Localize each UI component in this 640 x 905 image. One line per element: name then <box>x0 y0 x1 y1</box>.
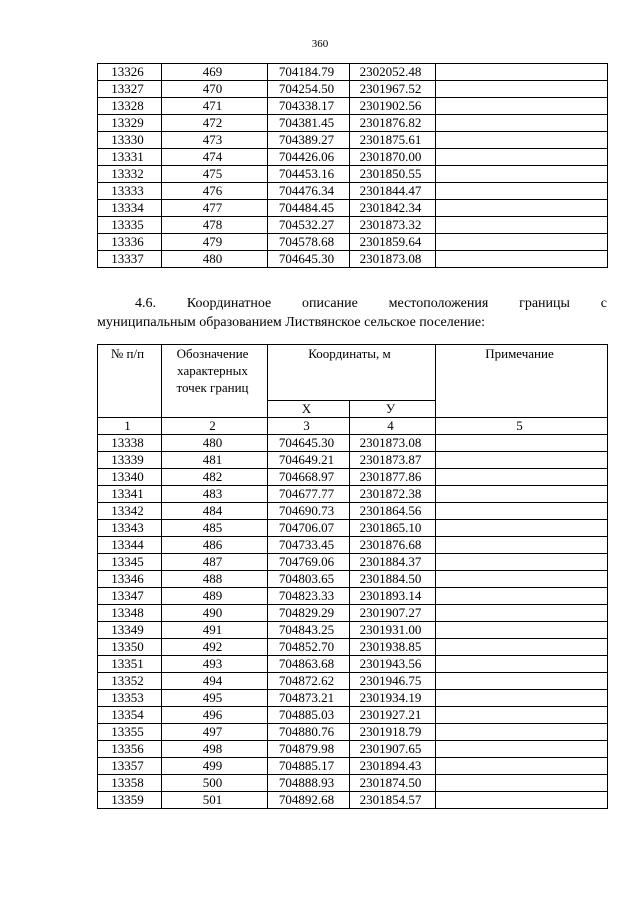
coord-y: 2301893.14 <box>350 588 436 605</box>
table-row <box>98 149 608 166</box>
point-number: 489 <box>162 588 268 605</box>
table-row <box>98 554 608 571</box>
row-number: 13348 <box>98 605 162 622</box>
point-number: 482 <box>162 469 268 486</box>
table-row <box>98 571 608 588</box>
coord-y: 2301907.27 <box>350 605 436 622</box>
point-number: 478 <box>162 217 268 234</box>
note <box>436 486 608 503</box>
coord-y: 2301967.52 <box>350 81 436 98</box>
table-row <box>98 452 608 469</box>
coord-y: 2301946.75 <box>350 673 436 690</box>
coord-x: 704389.27 <box>268 132 350 149</box>
table-row <box>98 469 608 486</box>
table-row <box>98 707 608 724</box>
row-number: 13351 <box>98 656 162 673</box>
coord-x: 704476.34 <box>268 183 350 200</box>
table-row <box>98 98 608 115</box>
point-number: 492 <box>162 639 268 656</box>
coord-x: 704843.25 <box>268 622 350 639</box>
coord-y: 2301873.87 <box>350 452 436 469</box>
table-row <box>98 132 608 149</box>
coord-y: 2301934.19 <box>350 690 436 707</box>
table-row <box>98 775 608 792</box>
table-row <box>98 639 608 656</box>
table-body <box>98 64 608 268</box>
row-number: 13344 <box>98 537 162 554</box>
coord-y: 2301927.21 <box>350 707 436 724</box>
row-number: 13337 <box>98 251 162 268</box>
note <box>436 251 608 268</box>
header-coordinates: Координаты, м <box>268 345 436 401</box>
note <box>436 656 608 673</box>
page-number: 360 <box>311 38 329 50</box>
coord-y: 2301907.65 <box>350 741 436 758</box>
row-number: 13345 <box>98 554 162 571</box>
point-number: 488 <box>162 571 268 588</box>
row-number: 13333 <box>98 183 162 200</box>
coord-x: 704892.68 <box>268 792 350 809</box>
column-number: 3 <box>268 418 350 435</box>
point-number: 475 <box>162 166 268 183</box>
point-number: 472 <box>162 115 268 132</box>
heading-word: с <box>600 296 607 311</box>
note <box>436 183 608 200</box>
note <box>436 758 608 775</box>
coord-y: 2301865.10 <box>350 520 436 537</box>
column-number: 4 <box>350 418 436 435</box>
coord-x: 704532.27 <box>268 217 350 234</box>
row-number: 13336 <box>98 234 162 251</box>
header-x: Х <box>268 401 350 418</box>
coord-x: 704254.50 <box>268 81 350 98</box>
row-number: 13346 <box>98 571 162 588</box>
coord-x: 704888.93 <box>268 775 350 792</box>
row-number: 13343 <box>98 520 162 537</box>
point-number: 474 <box>162 149 268 166</box>
table-row <box>98 673 608 690</box>
note <box>436 132 608 149</box>
point-number: 498 <box>162 741 268 758</box>
point-number: 490 <box>162 605 268 622</box>
note <box>436 571 608 588</box>
note <box>436 622 608 639</box>
note <box>436 469 608 486</box>
note <box>436 166 608 183</box>
coord-x: 704829.29 <box>268 605 350 622</box>
coord-y: 2301873.08 <box>350 435 436 452</box>
coord-y: 2301884.50 <box>350 571 436 588</box>
table-row <box>98 64 608 81</box>
note <box>436 64 608 81</box>
header-number: № п/п <box>98 345 162 418</box>
row-number: 13350 <box>98 639 162 656</box>
coord-y: 2301938.85 <box>350 639 436 656</box>
point-number: 469 <box>162 64 268 81</box>
coord-x: 704885.17 <box>268 758 350 775</box>
note <box>436 741 608 758</box>
section-heading-line <box>97 294 607 313</box>
row-number: 13331 <box>98 149 162 166</box>
header-note: Примечание <box>436 345 608 418</box>
row-number: 13342 <box>98 503 162 520</box>
table-row <box>98 656 608 673</box>
row-number: 13341 <box>98 486 162 503</box>
table-row <box>98 166 608 183</box>
coord-x: 704578.68 <box>268 234 350 251</box>
row-number: 13334 <box>98 200 162 217</box>
row-number: 13328 <box>98 98 162 115</box>
coord-x: 704677.77 <box>268 486 350 503</box>
table-row <box>98 588 608 605</box>
coord-x: 704885.03 <box>268 707 350 724</box>
coord-x: 704338.17 <box>268 98 350 115</box>
table-row <box>98 217 608 234</box>
coord-x: 704872.62 <box>268 673 350 690</box>
note <box>436 639 608 656</box>
note <box>436 98 608 115</box>
coord-y: 2301842.34 <box>350 200 436 217</box>
coord-y: 2301872.38 <box>350 486 436 503</box>
note <box>436 775 608 792</box>
point-number: 481 <box>162 452 268 469</box>
coord-y: 2301844.47 <box>350 183 436 200</box>
coord-x: 704426.06 <box>268 149 350 166</box>
note <box>436 707 608 724</box>
heading-word: описание <box>302 296 358 311</box>
table-row <box>98 81 608 98</box>
coord-x: 704879.98 <box>268 741 350 758</box>
table-body <box>98 435 608 809</box>
column-numbering-row <box>98 418 608 435</box>
row-number: 13354 <box>98 707 162 724</box>
coord-y: 2301873.32 <box>350 217 436 234</box>
header-point-designation: Обозначение характерных точек границ <box>162 345 268 418</box>
coord-x: 704645.30 <box>268 435 350 452</box>
point-number: 480 <box>162 435 268 452</box>
table-row <box>98 605 608 622</box>
coord-y: 2301931.00 <box>350 622 436 639</box>
coord-x: 704649.21 <box>268 452 350 469</box>
column-number: 5 <box>436 418 608 435</box>
table-row <box>98 251 608 268</box>
coord-y: 2301894.43 <box>350 758 436 775</box>
coord-y: 2301874.50 <box>350 775 436 792</box>
coord-x: 704733.45 <box>268 537 350 554</box>
note <box>436 588 608 605</box>
coord-x: 704184.79 <box>268 64 350 81</box>
note <box>436 503 608 520</box>
heading-word: Координатное <box>186 296 272 311</box>
coord-x: 704863.68 <box>268 656 350 673</box>
heading-word: местоположения <box>388 296 489 311</box>
point-number: 483 <box>162 486 268 503</box>
coord-x: 704668.97 <box>268 469 350 486</box>
row-number: 13332 <box>98 166 162 183</box>
coord-x: 704880.76 <box>268 724 350 741</box>
point-number: 495 <box>162 690 268 707</box>
note <box>436 605 608 622</box>
row-number: 13326 <box>98 64 162 81</box>
coord-x: 704706.07 <box>268 520 350 537</box>
note <box>436 115 608 132</box>
table-row <box>98 741 608 758</box>
column-number: 1 <box>98 418 162 435</box>
point-number: 480 <box>162 251 268 268</box>
note <box>436 234 608 251</box>
coord-y: 2301864.56 <box>350 503 436 520</box>
point-number: 493 <box>162 656 268 673</box>
point-number: 487 <box>162 554 268 571</box>
coord-x: 704873.21 <box>268 690 350 707</box>
table-row <box>98 435 608 452</box>
row-number: 13347 <box>98 588 162 605</box>
row-number: 13353 <box>98 690 162 707</box>
note <box>436 673 608 690</box>
heading-word: 4.6. <box>135 296 156 311</box>
coord-y: 2302052.48 <box>350 64 436 81</box>
row-number: 13327 <box>98 81 162 98</box>
row-number: 13359 <box>98 792 162 809</box>
coord-x: 704769.06 <box>268 554 350 571</box>
coord-y: 2301850.55 <box>350 166 436 183</box>
point-number: 486 <box>162 537 268 554</box>
table-row <box>98 537 608 554</box>
note <box>436 149 608 166</box>
coord-x: 704381.45 <box>268 115 350 132</box>
row-number: 13356 <box>98 741 162 758</box>
point-number: 494 <box>162 673 268 690</box>
point-number: 473 <box>162 132 268 149</box>
row-number: 13352 <box>98 673 162 690</box>
note <box>436 520 608 537</box>
header-y: У <box>350 401 436 418</box>
point-number: 501 <box>162 792 268 809</box>
table-row <box>98 486 608 503</box>
point-number: 491 <box>162 622 268 639</box>
section-paragraph <box>97 294 607 332</box>
note <box>436 81 608 98</box>
coord-y: 2301859.64 <box>350 234 436 251</box>
note <box>436 724 608 741</box>
table-row <box>98 115 608 132</box>
table-row <box>98 622 608 639</box>
table-row <box>98 520 608 537</box>
point-number: 477 <box>162 200 268 217</box>
point-number: 484 <box>162 503 268 520</box>
note <box>436 217 608 234</box>
note <box>436 554 608 571</box>
note <box>436 792 608 809</box>
coord-y: 2301876.68 <box>350 537 436 554</box>
coordinates-table <box>97 344 608 809</box>
row-number: 13355 <box>98 724 162 741</box>
coord-y: 2301854.57 <box>350 792 436 809</box>
coord-y: 2301870.00 <box>350 149 436 166</box>
point-number: 485 <box>162 520 268 537</box>
section-heading-line-2: муниципальным образованием Листвянское сельское поселение: <box>97 315 486 330</box>
coordinates-table-continued <box>97 63 608 268</box>
table-row <box>98 234 608 251</box>
coord-y: 2301877.86 <box>350 469 436 486</box>
coord-y: 2301943.56 <box>350 656 436 673</box>
heading-word: границы <box>519 296 570 311</box>
coord-y: 2301902.56 <box>350 98 436 115</box>
row-number: 13349 <box>98 622 162 639</box>
row-number: 13329 <box>98 115 162 132</box>
table-row <box>98 792 608 809</box>
row-number: 13340 <box>98 469 162 486</box>
row-number: 13339 <box>98 452 162 469</box>
table-row <box>98 724 608 741</box>
row-number: 13338 <box>98 435 162 452</box>
row-number: 13335 <box>98 217 162 234</box>
point-number: 476 <box>162 183 268 200</box>
coord-y: 2301876.82 <box>350 115 436 132</box>
table-row <box>98 758 608 775</box>
point-number: 479 <box>162 234 268 251</box>
point-number: 500 <box>162 775 268 792</box>
note <box>436 435 608 452</box>
table-row <box>98 200 608 217</box>
coord-x: 704645.30 <box>268 251 350 268</box>
coord-x: 704484.45 <box>268 200 350 217</box>
coord-y: 2301873.08 <box>350 251 436 268</box>
point-number: 470 <box>162 81 268 98</box>
note <box>436 537 608 554</box>
table-row <box>98 183 608 200</box>
coord-x: 704852.70 <box>268 639 350 656</box>
table-row <box>98 503 608 520</box>
coord-x: 704823.33 <box>268 588 350 605</box>
coord-y: 2301884.37 <box>350 554 436 571</box>
row-number: 13357 <box>98 758 162 775</box>
table-row <box>98 690 608 707</box>
point-number: 497 <box>162 724 268 741</box>
point-number: 471 <box>162 98 268 115</box>
row-number: 13330 <box>98 132 162 149</box>
coord-y: 2301918.79 <box>350 724 436 741</box>
note <box>436 200 608 217</box>
point-number: 499 <box>162 758 268 775</box>
coord-x: 704803.65 <box>268 571 350 588</box>
coord-y: 2301875.61 <box>350 132 436 149</box>
coord-x: 704453.16 <box>268 166 350 183</box>
note <box>436 690 608 707</box>
note <box>436 452 608 469</box>
column-number: 2 <box>162 418 268 435</box>
point-number: 496 <box>162 707 268 724</box>
coord-x: 704690.73 <box>268 503 350 520</box>
row-number: 13358 <box>98 775 162 792</box>
